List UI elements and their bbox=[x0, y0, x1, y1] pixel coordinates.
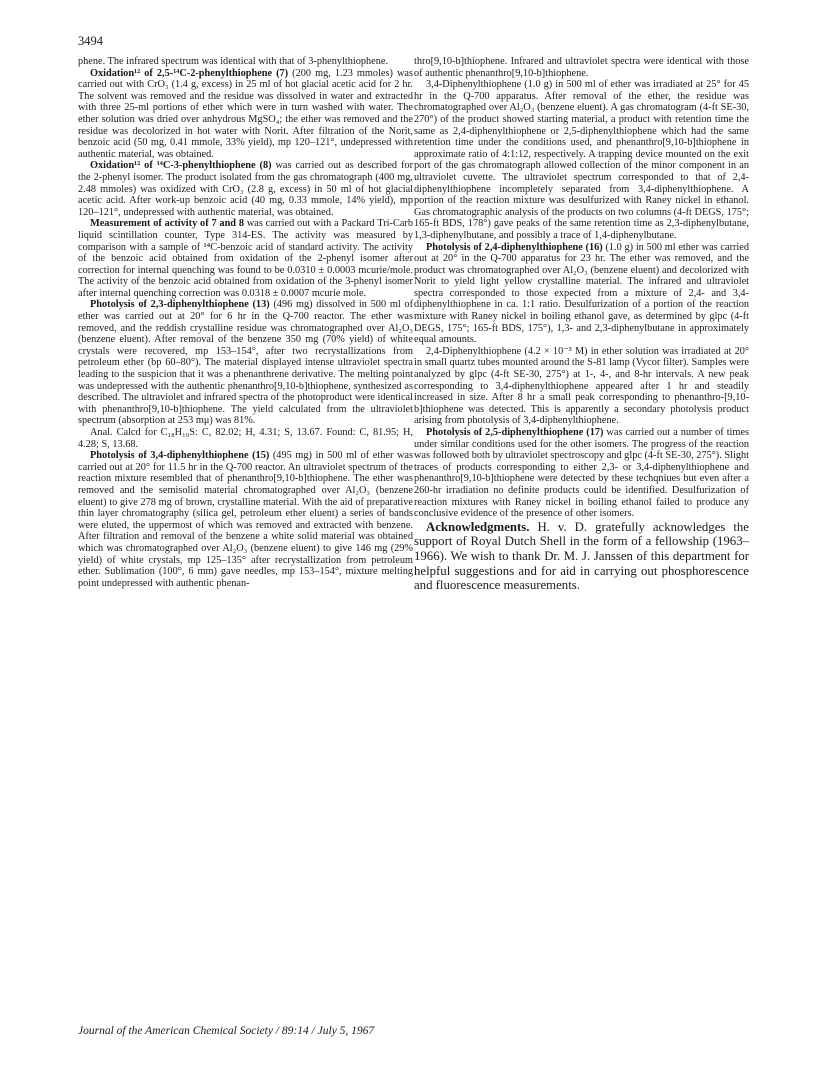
paragraph bbox=[78, 218, 413, 299]
right-column bbox=[414, 56, 749, 593]
paragraph-text: thro[9,10-b]thiophene. Infrared and ultraviolet spectra were identical with those of authentic phenanthro[9,10-b]thiophene. bbox=[414, 56, 749, 79]
paragraph bbox=[78, 56, 413, 68]
page-number: 3494 bbox=[78, 34, 103, 48]
paragraph bbox=[414, 56, 749, 79]
paragraph-heading: Photolysis of 3,4-diphenylthiophene (15) bbox=[90, 450, 270, 462]
paragraph-heading: Photolysis of 2,3-diphenylthiophene (13) bbox=[90, 299, 270, 311]
paragraph-text: 2,4-Diphenylthiophene (4.2 × 10⁻³ M) in ether solution was irradiated at 20° in small quartz tubes mounted around the S-81 lamp (Vycor filter). Samples were analyzed by glpc (4-ft SE-30, 275°) at 1-, 4-, and 8-hr intervals. A new peak corresponding to 3,4-diphenylthiophene appeared after 1 hr and steadily increased in size. After 8 hr a small peak corresponding to phenanthro-[9,10-b]thiophene was detected. This is apparently a secondary photolysis product arising from photolysis of 3,4-diphenylthiophene. bbox=[414, 345, 749, 427]
paragraph-text: phene. The infrared spectrum was identical with that of 3-phenylthiophene. bbox=[78, 56, 389, 67]
paragraph-text: was carried out as described for the 2-phenyl isomer. The product isolated from the gas chromatograph (400 mg, 2.48 mmoles) was oxidized with CrO₃ (2.8 g, excess) in 50 ml of hot glacial acetic acid. After work-up benzoic acid (40 mg, 0.33 mmole, 14% yield), mp 120–121°, undepressed with authentic material, was obtained. bbox=[78, 160, 414, 218]
paragraph bbox=[414, 242, 749, 346]
paragraph bbox=[414, 79, 749, 241]
journal-footer: Journal of the American Chemical Society / 89:14 / July 5, 1967 bbox=[78, 1025, 375, 1037]
acknowledgments bbox=[414, 520, 749, 593]
left-column bbox=[78, 56, 413, 589]
paragraph-text: Anal. Calcd for C₁₈H₁₀S: C, 82.02; H, 4.31; S, 13.67. Found: C, 81.95; H, 4.28; S, 13.68. bbox=[78, 427, 413, 450]
paragraph-heading: Oxidation¹² of ¹⁴C-3-phenylthiophene (8) bbox=[90, 160, 272, 172]
paragraph bbox=[78, 68, 413, 161]
paragraph-text: (496 mg) dissolved in 500 ml of ether was carried out at 20° for 6 hr in the Q-700 reactor. The ether was removed, and the reddish crystalline residue was chromatographed over Al₂O₃ (benzene eluent). After removal of the benzene 350 mg (70% yield) of white crystals were recovered, mp 153–154°, after two recrystallizations from petroleum ether (bp 60–80°). The material displayed intense ultraviolet spectra leading to the suspicion that it was a phenanthrene derivative. The melting point was undepressed with the authentic phenanthro[9,10-b]thiophene, synthesized as described. The ultraviolet and infrared spectra of the photoproduct were identical with phenanthro[9,10-b]thiophene. The yield calculated from the ultraviolet spectrum (absorption at 253 mμ) was 81%. bbox=[78, 299, 413, 427]
paragraph-text: 3,4-Diphenylthiophene (1.0 g) in 500 ml of ether was irradiated at 25° for 45 hr in the Q-700 apparatus. After removal of the ether, the residue was chromatographed over Al₂O₃ (benzene eluent). A gas chromatogram (4-ft SE-30, 270°) of the product showed starting material, a product with retention time the same as 2,4-diphenylthiophene or 2,5-diphenylthiophene which had the same retention time under the conditions used, and phenanthro[9,10-b]thiophene in approximate ratio of 4:1:12, respectively. A trapping device mounted on the exit port of the gas chromatograph allowed collection of the minor component in an ultraviolet cuvette. The ultraviolet spectrum corresponded to that of 2,4-diphenylthiophene incompletely separated from 3,4-diphenylthiophene. A portion of the reaction mixture was desulfurized with Raney nickel in ethanol. Gas chromatographic analysis of the products on two columns (4-ft DEGS, 175°; 165-ft BDS, 178°) gave peaks of the same retention time as 2,3-diphenylbutane, 1,3-diphenylbutane, and possibly a trace of 1,4-diphenylbutane. bbox=[414, 79, 749, 241]
paragraph bbox=[414, 346, 749, 427]
paragraph-text: (200 mg, 1.23 mmoles) was carried out with CrO₃ (1.4 g, excess) in 25 ml of hot glacial acetic acid for 2 hr. The solvent was removed and the residue was dissolved in water and extracted with three 25-ml portions of ether which were in turn washed with water. The ether solution was dried over anhydrous MgSO₄; the ether was removed and the residue was decolorized in hot water with Norit. After filtration of the Norit, benzoic acid (50 mg, 0.41 mmole, 33% yield), mp 120–121°, undepressed with authentic material, was obtained. bbox=[78, 67, 413, 160]
paragraph bbox=[78, 160, 413, 218]
paragraph bbox=[414, 427, 749, 520]
paragraph bbox=[78, 299, 413, 427]
paragraph bbox=[78, 427, 413, 450]
paragraph-heading: Oxidation¹² of 2,5-¹⁴C-2-phenylthiophene (7) bbox=[90, 67, 289, 79]
paragraph-text: (1.0 g) in 500 ml ether was carried out at 20° in the Q-700 apparatus for 23 hr. The ether was removed, and the product was chromatographed over Al₂O₃ (benzene eluent) and decolorized with Norit to yield light yellow crystalline material. The infrared and ultraviolet spectra corresponded to those expected from a mixture of 2,4- and 3,4-diphenylthiophene in ca. 1:1 ratio. Desulfurization of a portion of the reaction mixture with Raney nickel in boiling ethanol gave, as determined by glpc (4-ft DEGS, 175°; 165-ft BDS, 175°), 1,3- and 2,3-diphenylbutane in approximately equal amounts. bbox=[414, 241, 750, 346]
paragraph-text: was carried out a number of times under similar conditions used for the other isomers. The progress of the reaction was followed both by ultraviolet spectroscopy and glpc (4-ft SE-30, 275°). Slight traces of products corresponding to either 2,3- or 3,4-diphenylthiophene and phenanthro[9,10-b]thiophene were detected by these techqniues but even after a 260-hr irradiation no definite products could be identified. Desulfurization of reaction mixtures with Raney nickel in boiling ethanol failed to produce any conclusive evidence of the presence of other isomers. bbox=[414, 427, 749, 520]
paragraph bbox=[78, 450, 413, 589]
paragraph-text: was carried out with a Packard Tri-Carb liquid scintillation counter, Type 314-ES. The activity was measured by comparison with a sample of ¹⁴C-benzoic acid of standard activity. The activity of the benzoic acid obtained from oxidation of the 2-phenyl isomer after correction for internal quenching was found to be 0.0310 ± 0.0003 mcurie/mole. The activity of the benzoic acid obtained from oxidation of the 3-phenyl isomer after internal quenching correction was 0.0318 ± 0.0007 mcurie mole. bbox=[78, 218, 413, 299]
paragraph-heading: Photolysis of 2,4-diphenylthiophene (16) bbox=[426, 241, 603, 253]
acknowledgments-heading: Acknowledgments. bbox=[426, 519, 530, 534]
paragraph-text: (495 mg) in 500 ml of ether was carried out at 20° for 11.5 hr in the Q-700 reactor. An ultraviolet spectrum of the reaction mixture resembled that of phenanthro[9,10-b]thiophene. The ether was removed and the semisolid material chromatographed over Al₂O₃ (benzene eluent) to give 278 mg of brown, crystalline material. With the aid of preparative thin layer chromatography (silica gel, petroleum ether eluent) a series of bands were eluted, the uppermost of which was removed and extracted with benzene. After filtration and removal of the benzene a white solid material was obtained which was chromatographed over Al₂O₃ (benzene eluent) to give 146 mg (29% yield) of white crystals, mp 125–135° after recrystallization from petroleum ether. Sublimation (100°, 6 mm) gave needles, mp 153–154°, mixture melting point undepressed with authentic phenan- bbox=[78, 450, 413, 589]
paragraph-heading: Photolysis of 2,5-diphenylthiophene (17) bbox=[426, 427, 604, 438]
acknowledgments-text: H. v. D. gratefully acknowledges the support of Royal Dutch Shell in the form of a fellowship (1963–1966). We wish to thank Dr. M. J. Janssen of this department for helpful suggestions and for aid in carrying out phosphorescence and fluorescence measurements. bbox=[414, 519, 749, 593]
paragraph-heading: Measurement of activity of 7 and 8 bbox=[90, 218, 244, 230]
